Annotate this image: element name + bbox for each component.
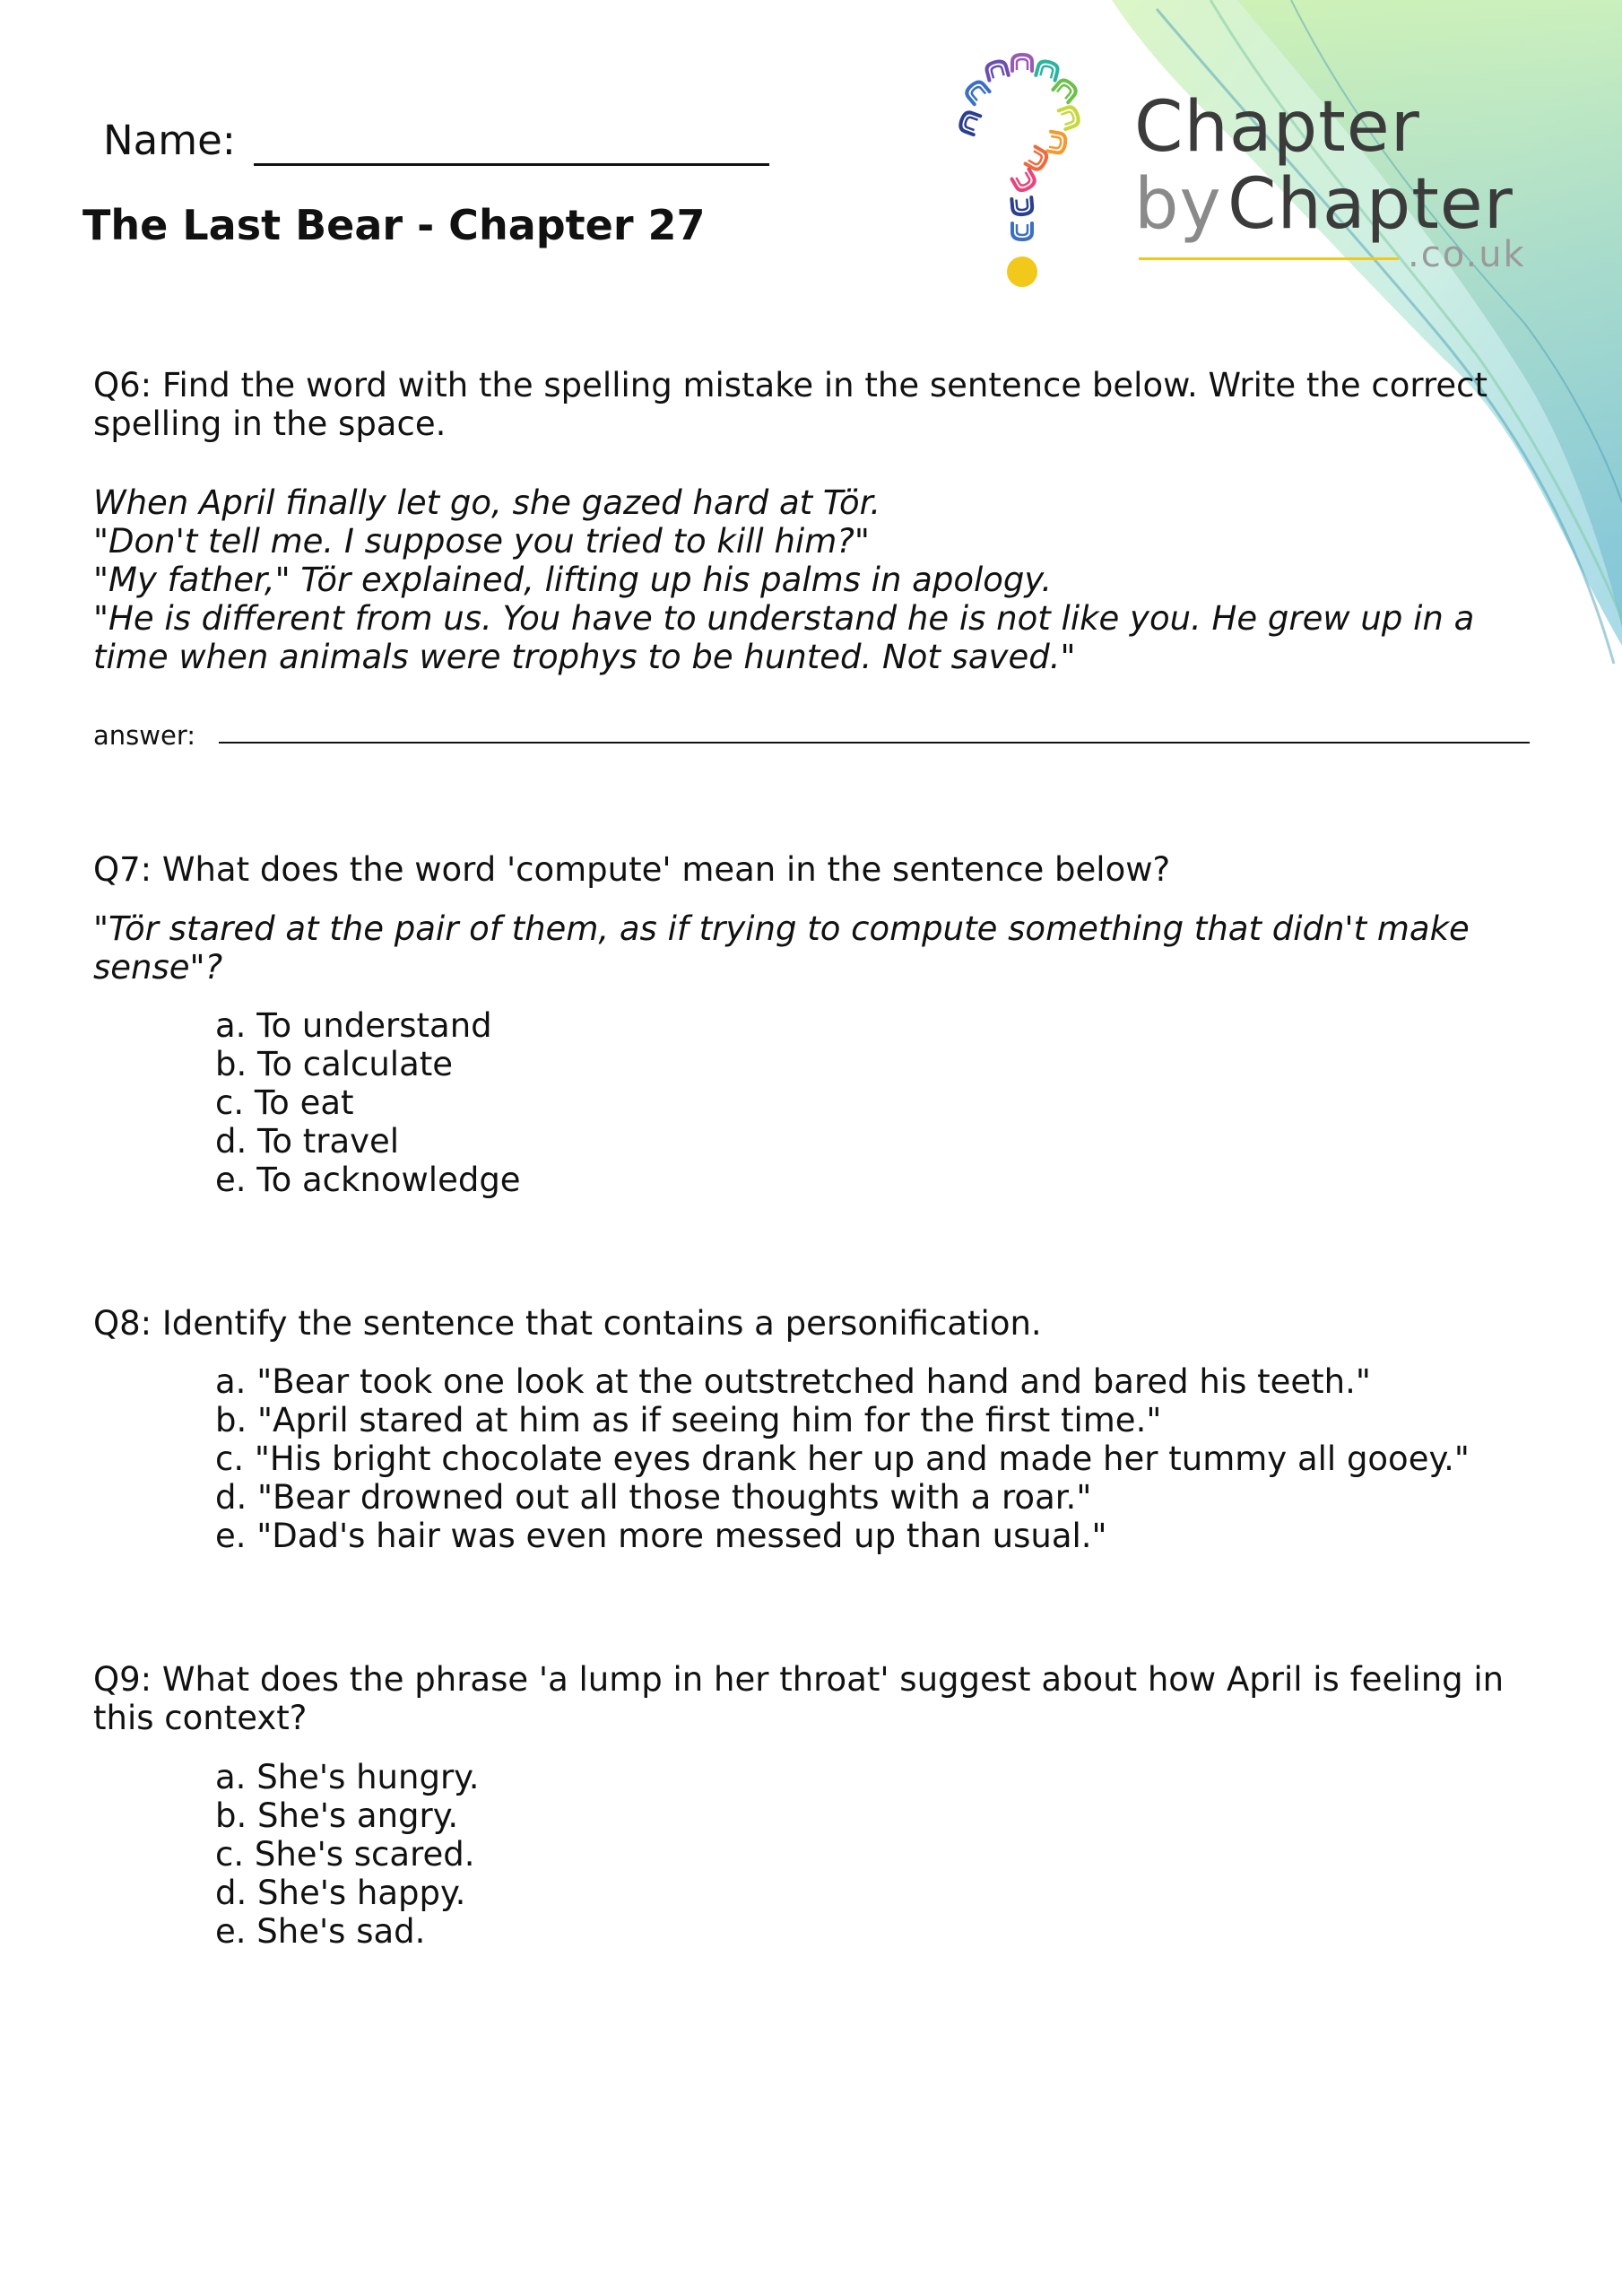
chapter-by-chapter-logo xyxy=(950,49,1578,318)
book-arch-icon xyxy=(1011,197,1032,215)
book-arch-icon xyxy=(964,79,989,104)
book-arch-icon xyxy=(985,59,1009,80)
book-arch-icon xyxy=(1012,223,1032,239)
book-arch-icon xyxy=(1012,55,1032,71)
book-arch-icon xyxy=(1059,105,1080,129)
name-label: Name: xyxy=(103,117,236,164)
q6-prompt: Q6: Find the word with the spelling mistake in the sentence below. Write the correct spelling in the space. xyxy=(93,366,1488,443)
q8-options xyxy=(215,1362,1470,1555)
q9-option-d[interactable]: d. She's happy. xyxy=(215,1874,466,1912)
name-answer-line[interactable] xyxy=(254,163,769,166)
q8-option-b[interactable]: b. "April stared at him as if seeing him for the first time." xyxy=(215,1401,1162,1439)
logo-underline xyxy=(1139,257,1399,260)
book-arch-icon xyxy=(1011,170,1037,194)
question-dot-icon xyxy=(1007,257,1037,287)
q8-option-c[interactable]: c. "His bright chocolate eyes drank her up and made her tummy all gooey." xyxy=(215,1439,1470,1478)
q6-passage: When April finally let go, she gazed hard at Tör. "Don't tell me. I suppose you tried to kill him?" "My father," Tör explained, lifting up his palms in apology. "He is different from us. You have to understand he is not like you. He grew up in a time when animals were trophys to be hunted. Not saved." xyxy=(93,483,1475,676)
q7-option-e[interactable]: e. To acknowledge xyxy=(215,1161,521,1199)
logo-word-chapter: Chapter xyxy=(1134,87,1420,168)
q6-answer-label: answer: xyxy=(93,720,196,751)
q8-option-a[interactable]: a. "Bear took one look at the outstretched hand and bared his teeth." xyxy=(215,1362,1371,1401)
logo-domain: .co.uk xyxy=(1408,234,1526,275)
logo-word-by: by xyxy=(1134,164,1222,245)
q9-options xyxy=(215,1758,480,1951)
q7-options xyxy=(215,1006,521,1199)
q7-passage: "Tör stared at the pair of them, as if trying to compute something that didn't make sense"? xyxy=(93,909,1470,987)
book-arch-icon xyxy=(1047,132,1067,154)
q8-prompt: Q8: Identify the sentence that contains a personification. xyxy=(93,1304,1042,1343)
book-arch-icon xyxy=(958,110,980,135)
q7-prompt: Q7: What does the word 'compute' mean in the sentence below? xyxy=(93,850,1171,889)
logo-word-chapter-2: Chapter xyxy=(1227,164,1514,245)
q6-answer-line[interactable] xyxy=(219,742,1530,744)
q9-option-e[interactable]: e. She's sad. xyxy=(215,1912,426,1951)
question-mark-books-icon xyxy=(950,49,1094,309)
page-title: The Last Bear - Chapter 27 xyxy=(82,201,706,249)
book-arch-icon xyxy=(1036,59,1059,80)
q7-option-b[interactable]: b. To calculate xyxy=(215,1045,454,1083)
book-arch-icon xyxy=(1053,77,1078,102)
q7-option-c[interactable]: c. To eat xyxy=(215,1083,354,1122)
q8-option-d[interactable]: d. "Bear drowned out all those thoughts with a roar." xyxy=(215,1478,1092,1517)
q7-option-d[interactable]: d. To travel xyxy=(215,1122,400,1161)
q8-option-e[interactable]: e. "Dad's hair was even more messed up than usual." xyxy=(215,1517,1107,1555)
q9-option-c[interactable]: c. She's scared. xyxy=(215,1835,475,1874)
q9-option-a[interactable]: a. She's hungry. xyxy=(215,1758,480,1796)
q7-option-a[interactable]: a. To understand xyxy=(215,1006,492,1045)
q9-prompt: Q9: What does the phrase 'a lump in her throat' suggest about how April is feeling in this context? xyxy=(93,1660,1505,1737)
q9-option-b[interactable]: b. She's angry. xyxy=(215,1796,459,1835)
